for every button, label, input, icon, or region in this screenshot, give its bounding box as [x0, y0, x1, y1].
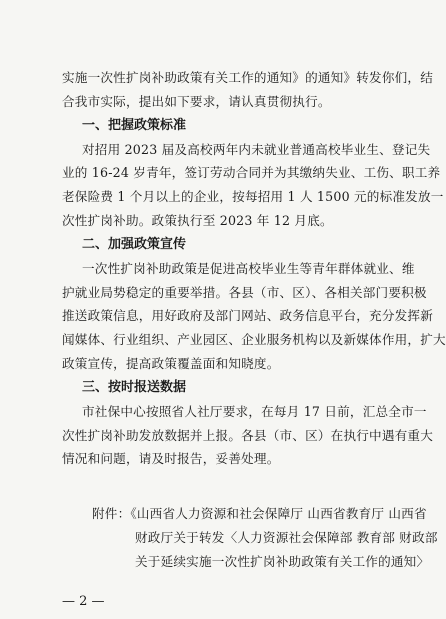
attachment-line: 关于延续实施一次性扩岗补助政策有关工作的通知〉	[135, 554, 430, 569]
body-line: 业的 16-24 岁青年，签订劳动合同并为其缴纳失业、工伤、职工养	[62, 165, 441, 180]
body-line: 对招用 2023 届及高校两年内未就业普通高校毕业生、登记失	[82, 142, 431, 157]
body-line: 次性扩岗补助发放数据并上报。各县（市、区）在执行中遇有重大	[62, 428, 434, 443]
body-line: 护就业局势稳定的重要举措。各县（市、区）、各相关部门要积极	[62, 285, 427, 300]
attachment-line: 财政厅关于转发〈人力资源社会保障部 教育部 财政部	[135, 530, 438, 545]
page-number: — 2 —	[62, 594, 105, 609]
body-line: 政策宣传，提高政策覆盖面和知晓度。	[62, 356, 280, 371]
section-heading-3: 三、按时报送数据	[82, 380, 187, 395]
body-line: 次性扩岗补助。政策执行至 2023 年 12 月底。	[62, 213, 333, 228]
section-heading-1: 一、把握政策标准	[82, 118, 187, 133]
body-line: 实施一次性扩岗补助政策有关工作的通知》的通知》转发你们，结	[62, 70, 434, 85]
body-line: 老保险费 1 个月以上的企业，按每招用 1 人 1500 元的标准发放一	[62, 189, 444, 204]
body-line: 合我市实际，提出如下要求，请认真贯彻执行。	[62, 94, 331, 109]
body-line: 一次性扩岗补助政策是促进高校毕业生等青年群体就业、维	[82, 261, 415, 276]
body-line: 闻媒体、行业组织、产业园区、企业服务机构以及新媒体作用，扩大	[62, 332, 446, 347]
attachment-line: 附件：《山西省人力资源和社会保障厅 山西省教育厅 山西省	[92, 506, 427, 521]
body-line: 情况和问题，请及时报告，妥善处理。	[62, 451, 280, 466]
body-line: 市社保中心按照省人社厅要求，在每月 17 日前，汇总全市一	[82, 404, 427, 419]
body-line: 推送政策信息，用好政府及部门网站、政务信息平台，充分发挥新	[62, 308, 434, 323]
section-heading-2: 二、加强政策宣传	[82, 237, 187, 252]
